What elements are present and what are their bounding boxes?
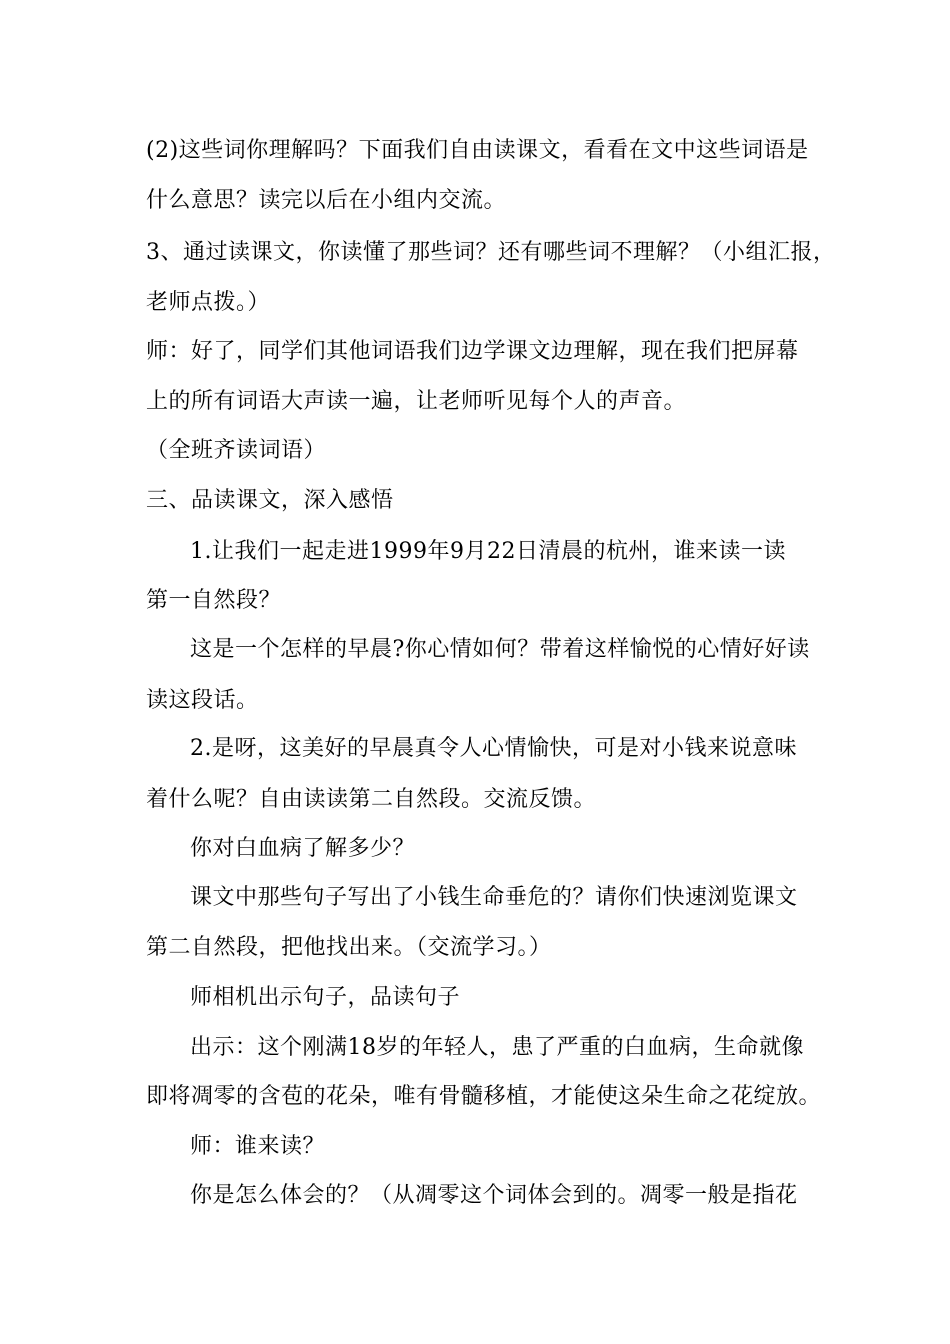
paragraph-line: 1.让我们一起走进1999年9月22日清晨的杭州，谁来读一读 [190,539,786,564]
paragraph-line: 师：谁来读？ [190,1134,326,1159]
paragraph-line: （全班齐读词语） [146,438,327,463]
paragraph-line: 读这段话。 [146,688,259,713]
paragraph-line: 第一自然段？ [146,588,282,613]
paragraph-line: 3、通过读课文，你读懂了那些词？还有哪些词不理解？（小组汇报， [146,240,836,265]
paragraph-line: (2)这些词你理解吗？下面我们自由读课文，看看在文中这些词语是 [146,138,809,163]
paragraph-line: 上的所有词语大声读一遍，让老师听见每个人的声音。 [146,389,687,414]
paragraph-line: 2.是呀，这美好的早晨真令人心情愉快，可是对小钱来说意味 [190,736,797,761]
paragraph-line: 课文中那些句子写出了小钱生命垂危的？请你们快速浏览课文 [190,885,798,910]
paragraph-line: 你是怎么体会的？（从凋零这个词体会到的。凋零一般是指花 [190,1183,798,1208]
paragraph-line: 第二自然段，把他找出来。（交流学习。） [146,935,552,960]
paragraph-line: 你对白血病了解多少？ [190,836,416,861]
paragraph-line: 这是一个怎样的早晨?你心情如何？带着这样愉悦的心情好好读 [190,637,810,662]
paragraph-line: 什么意思？读完以后在小组内交流。 [146,188,507,213]
paragraph-line: 老师点拨。） [146,290,271,315]
paragraph-line: 着什么呢？自由读读第二自然段。交流反馈。 [146,787,597,812]
paragraph-line: 即将凋零的含苞的花朵，唯有骨髓移植，才能使这朵生命之花绽放。 [146,1084,822,1109]
paragraph-line: 师相机出示句子，品读句子 [190,985,461,1010]
paragraph-line: 出示：这个刚满18岁的年轻人，患了严重的白血病，生命就像 [190,1035,804,1060]
paragraph-line: 师：好了，同学们其他词语我们边学课文边理解，现在我们把屏幕 [146,339,799,364]
section-heading: 三、品读课文，深入感悟 [146,488,394,513]
